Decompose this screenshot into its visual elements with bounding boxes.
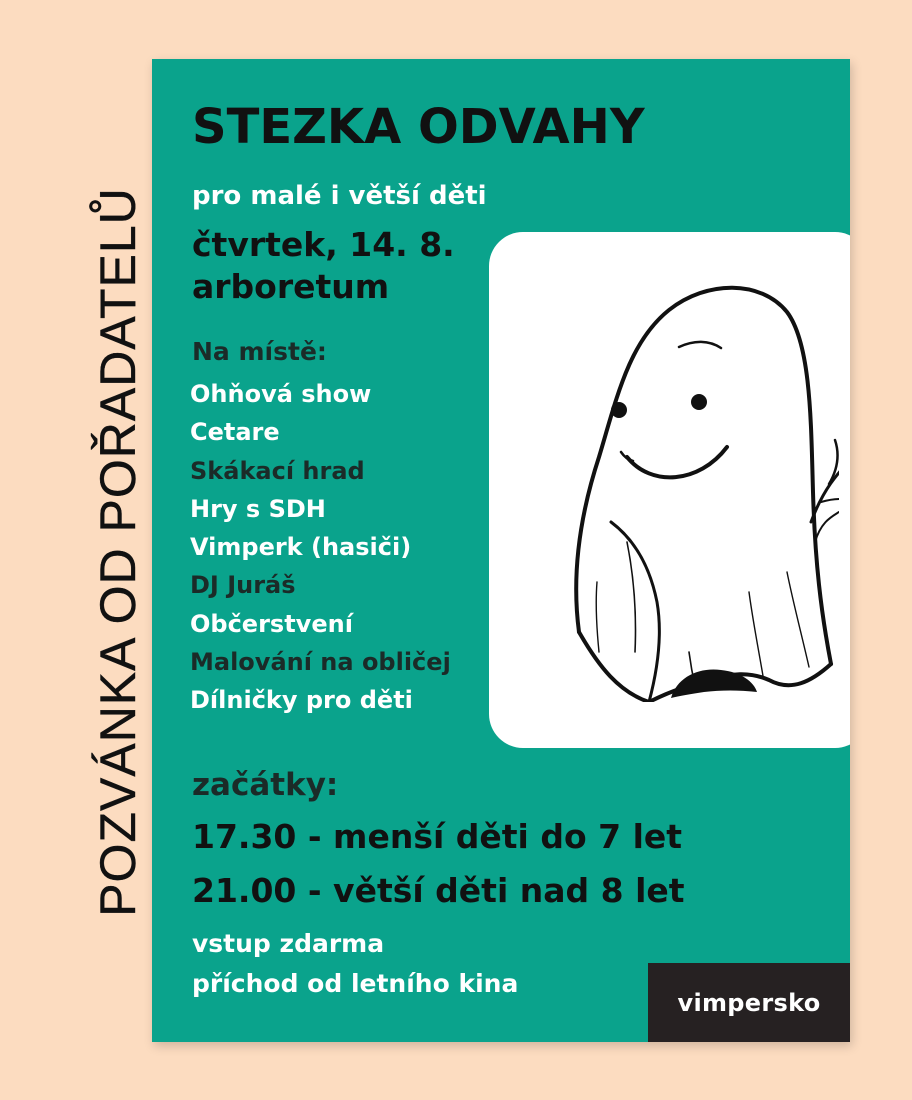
list-item: Hry s SDH <box>190 494 326 523</box>
ghost-icon <box>539 272 839 702</box>
list-item: DJ Juráš <box>190 571 296 600</box>
event-poster <box>152 59 850 1042</box>
vimpersko-logo: vimpersko <box>648 963 850 1042</box>
onsite-label: Na místě: <box>192 337 327 366</box>
free-entry: vstup zdarma <box>192 929 385 958</box>
start-time-small-kids: 17.30 - menší děti do 7 let <box>192 817 683 856</box>
program-list <box>190 375 451 720</box>
starts-label: začátky: <box>192 767 339 803</box>
poster-subtitle: pro malé i větší děti <box>192 181 487 211</box>
event-date: čtvrtek, 14. 8. <box>192 225 455 264</box>
list-item: Ohňová show <box>190 380 372 408</box>
poster-title: STEZKA ODVAHY <box>192 99 645 155</box>
event-date-place <box>192 224 455 308</box>
list-item: Skákací hrad <box>190 456 365 485</box>
start-time-older-kids: 21.00 - větší děti nad 8 let <box>192 871 685 910</box>
list-item: Cetare <box>190 418 280 447</box>
access-note: příchod od letního kina <box>192 969 519 998</box>
list-item: Vimperk (hasiči) <box>190 533 412 562</box>
event-place: arboretum <box>192 267 390 306</box>
side-label: POZVÁNKA OD POŘADATELŮ <box>90 187 146 917</box>
illustration-panel <box>489 232 850 748</box>
list-item: Dílničky pro děti <box>190 686 413 715</box>
list-item: Malování na obličej <box>190 648 451 677</box>
list-item: Občerstvení <box>190 609 353 638</box>
